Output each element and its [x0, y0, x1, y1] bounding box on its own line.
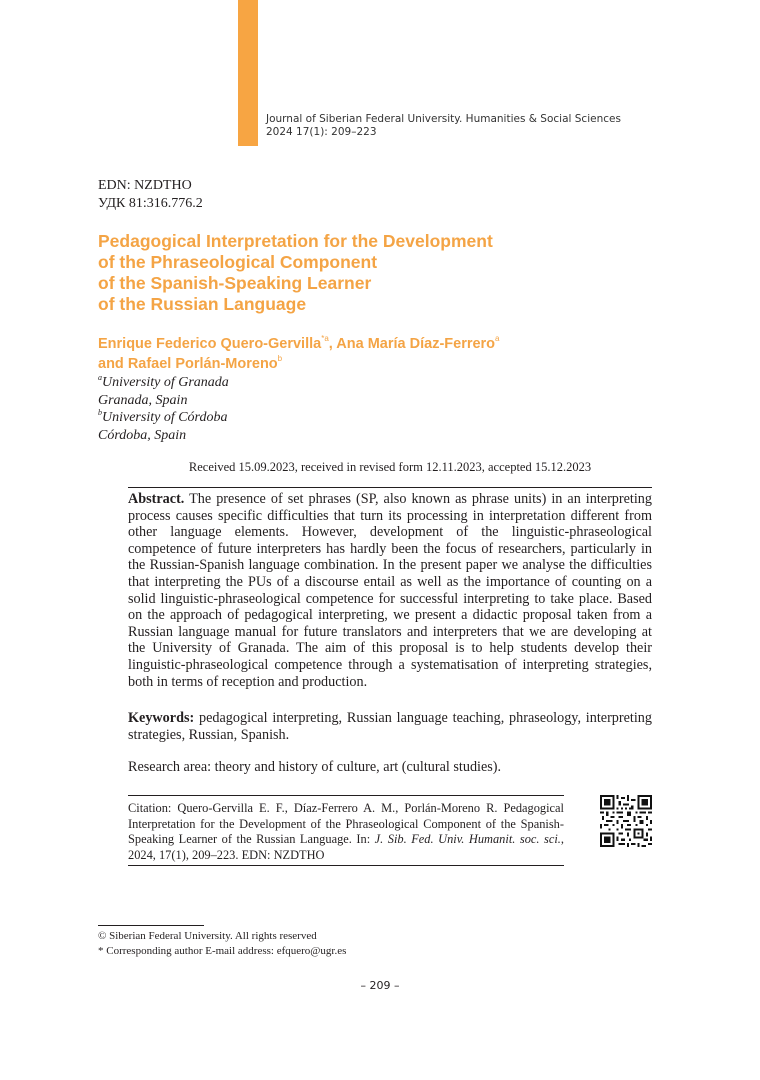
citation-top-rule: [128, 795, 564, 796]
abstract: [128, 491, 652, 690]
identifiers: [98, 177, 203, 213]
abstract-label: Abstract.: [128, 491, 185, 507]
keywords-label: Keywords:: [128, 710, 195, 726]
orange-accent-bar: [238, 0, 258, 146]
author-separator: ,: [328, 336, 337, 352]
author-name: Rafael Porlán-Moreno: [127, 356, 278, 372]
affiliation-place: Córdoba, Spain: [98, 427, 187, 443]
author-name: Ana María Díaz-Ferrero: [336, 336, 496, 352]
title-line: of the Phraseological Component: [98, 252, 378, 272]
affiliations: [98, 374, 229, 444]
keywords: [128, 710, 652, 743]
qr-code-icon[interactable]: [600, 795, 652, 847]
footnotes: [98, 929, 346, 959]
edn-code: EDN: NZDTHO: [98, 178, 192, 193]
footnote-rule: [98, 925, 204, 926]
udk-code: УДК 81:316.776.2: [98, 196, 203, 211]
author-name: Enrique Federico Quero-Gervilla: [98, 336, 322, 352]
citation: [128, 801, 564, 863]
title-line: of the Russian Language: [98, 294, 307, 314]
journal-issue: 2024 17(1): 209–223: [266, 126, 377, 138]
author-superscript: b: [277, 354, 283, 363]
title-line: Pedagogical Interpretation for the Development: [98, 231, 493, 251]
abstract-top-rule: [128, 487, 652, 488]
keywords-text: pedagogical interpreting, Russian language teaching, phraseology, interpreting strategies, Russian, Spanish.: [128, 710, 652, 743]
author-list: [98, 334, 618, 374]
affiliation-place: Granada, Spain: [98, 392, 188, 408]
research-area: Research area: theory and history of culture, art (cultural studies).: [128, 759, 502, 775]
affiliation-superscript: a: [98, 373, 102, 382]
journal-name: Journal of Siberian Federal University. Humanities & Social Sciences: [266, 113, 621, 125]
affiliation-name: University of Córdoba: [102, 410, 228, 425]
abstract-text: The presence of set phrases (SP, also known as phrase units) in an interpreting process causes specific difficulties that turn its processing in interpretation different from other language elements. However, development of the linguistic-phraseological competence of future interpreters has hardly been the focus of researchers, particularly in the Russian-Spanish language combination. In the present paper we analyse the difficulties that interpreting the PUs of a discourse entail as well as the importance of counting on a solid linguistic-phraseological competence for successful interpreting to take place. Based on the approach of pedagogical interpreting, we present a didactic proposal taken from a Russian language manual for future translators and interpreters that we are developing at the University of Granada. The aim of this proposal is to help students develop their linguistic-phraseological competence through a systematisation of interpreting strategies, both in terms of reception and production.: [128, 491, 652, 690]
citation-text-end: , 2024, 17(1), 209–223. EDN: NZDTHO: [128, 832, 564, 862]
author-superscript: *a: [321, 334, 329, 343]
affiliation-name: University of Granada: [102, 375, 229, 390]
citation-text: Citation: Quero-Gervilla E. F., Díaz-Ferrero A. M., Porlán-Moreno R. Pedagogical Interpretation for the Development of the Phraseological Component of the Spanish-Speaking Learner of the Russian Language. In:: [128, 801, 564, 846]
article-title: [98, 231, 568, 315]
page-number: – 209 –: [360, 979, 400, 992]
corresponding-author-note: * Corresponding author E-mail address: efquero@ugr.es: [98, 945, 347, 957]
received-dates: Received 15.09.2023, received in revised form 12.11.2023, accepted 15.12.2023: [188, 460, 592, 474]
citation-bottom-rule: [128, 865, 564, 866]
copyright-note: © Siberian Federal University. All rights reserved: [98, 930, 317, 942]
affiliation-superscript: b: [98, 408, 102, 417]
journal-header: [266, 113, 621, 139]
author-superscript: a: [495, 334, 500, 343]
title-line: of the Spanish-Speaking Learner: [98, 273, 372, 293]
citation-journal: J. Sib. Fed. Univ. Humanit. soc. sci.: [374, 832, 561, 846]
author-conjunction: and: [98, 356, 128, 372]
